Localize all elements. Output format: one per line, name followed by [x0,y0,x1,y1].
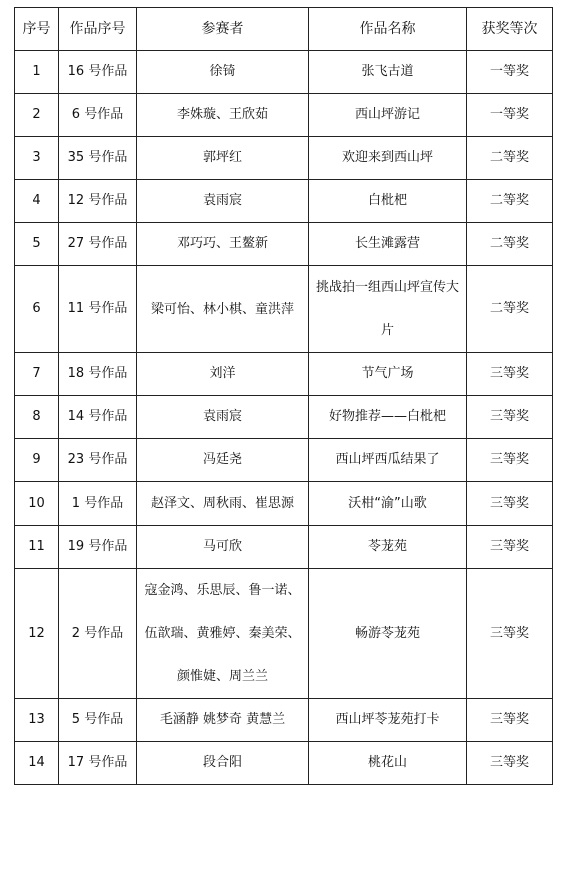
cell-title: 沃柑“渝”山歌 [309,482,467,526]
cell-title: 西山坪西瓜结果了 [309,439,467,482]
table-row [15,526,553,569]
header-title: 作品名称 [309,8,467,51]
cell-participants: 袁雨宸 [137,396,309,439]
cell-participants: 刘洋 [137,353,309,396]
cell-title: 西山坪游记 [309,94,467,137]
cell-award: 一等奖 [467,94,553,137]
cell-index: 2 [15,94,59,137]
cell-work-no: 11 号作品 [59,266,137,353]
cell-award: 三等奖 [467,439,553,482]
cell-title: 欢迎来到西山坪 [309,137,467,180]
cell-work-no: 23 号作品 [59,439,137,482]
cell-award: 三等奖 [467,742,553,785]
cell-participants: 段合阳 [137,742,309,785]
header-award: 获奖等次 [467,8,553,51]
cell-work-no: 35 号作品 [59,137,137,180]
cell-work-no: 27 号作品 [59,223,137,266]
cell-title: 好物推荐——白枇杷 [309,396,467,439]
table-row [15,742,553,785]
table-row [15,699,553,742]
cell-work-no: 14 号作品 [59,396,137,439]
cell-award: 三等奖 [467,569,553,699]
table-row [15,266,553,353]
cell-award: 三等奖 [467,699,553,742]
table-row [15,51,553,94]
cell-index: 10 [15,482,59,526]
table-row [15,396,553,439]
cell-work-no: 6 号作品 [59,94,137,137]
cell-work-no: 17 号作品 [59,742,137,785]
cell-index: 9 [15,439,59,482]
cell-index: 6 [15,266,59,353]
cell-participants: 徐锜 [137,51,309,94]
cell-participants: 赵泽文、周秋雨、崔思源 [137,482,309,526]
cell-award: 三等奖 [467,526,553,569]
cell-work-no: 1 号作品 [59,482,137,526]
header-participants: 参赛者 [137,8,309,51]
cell-participants: 梁可怡、林小棋、童洪萍 [137,266,309,353]
cell-participants: 毛涵静 姚梦奇 黄慧兰 [137,699,309,742]
cell-participants: 马可欣 [137,526,309,569]
table-row [15,569,553,699]
cell-participants: 李姝璇、王欣茹 [137,94,309,137]
cell-index: 5 [15,223,59,266]
header-work-no: 作品序号 [59,8,137,51]
cell-index: 3 [15,137,59,180]
cell-award: 二等奖 [467,266,553,353]
cell-work-no: 12 号作品 [59,180,137,223]
table-row [15,439,553,482]
cell-title: 西山坪苓茏苑打卡 [309,699,467,742]
cell-index: 14 [15,742,59,785]
cell-index: 7 [15,353,59,396]
table-row [15,137,553,180]
cell-work-no: 5 号作品 [59,699,137,742]
cell-work-no: 16 号作品 [59,51,137,94]
table-row [15,353,553,396]
table-header [15,8,553,51]
cell-index: 13 [15,699,59,742]
cell-participants: 邓巧巧、王鳌新 [137,223,309,266]
cell-participants: 郭坪红 [137,137,309,180]
cell-index: 1 [15,51,59,94]
cell-index: 11 [15,526,59,569]
cell-award: 三等奖 [467,353,553,396]
cell-award: 二等奖 [467,180,553,223]
cell-work-no: 2 号作品 [59,569,137,699]
cell-title: 苓茏苑 [309,526,467,569]
cell-award: 一等奖 [467,51,553,94]
cell-index: 8 [15,396,59,439]
cell-award: 三等奖 [467,396,553,439]
cell-title: 挑战拍一组西山坪宣传大片 [309,266,467,353]
cell-work-no: 18 号作品 [59,353,137,396]
cell-index: 4 [15,180,59,223]
cell-title: 桃花山 [309,742,467,785]
cell-participants: 寇金鸿、乐思辰、鲁一诺、伍歆瑞、黄雅婷、秦美荣、颜惟婕、周兰兰 [137,569,309,699]
table-body [15,51,553,785]
cell-title: 白枇杷 [309,180,467,223]
cell-participants: 冯廷尧 [137,439,309,482]
cell-work-no: 19 号作品 [59,526,137,569]
awards-table [14,7,553,785]
cell-title: 节气广场 [309,353,467,396]
header-index: 序号 [15,8,59,51]
table-row [15,94,553,137]
table-row [15,180,553,223]
cell-index: 12 [15,569,59,699]
cell-award: 二等奖 [467,137,553,180]
cell-participants: 袁雨宸 [137,180,309,223]
cell-award: 二等奖 [467,223,553,266]
cell-title: 长生滩露营 [309,223,467,266]
table-row [15,482,553,526]
header-row [15,8,553,51]
cell-title: 张飞古道 [309,51,467,94]
cell-award: 三等奖 [467,482,553,526]
cell-title: 畅游苓茏苑 [309,569,467,699]
table-row [15,223,553,266]
